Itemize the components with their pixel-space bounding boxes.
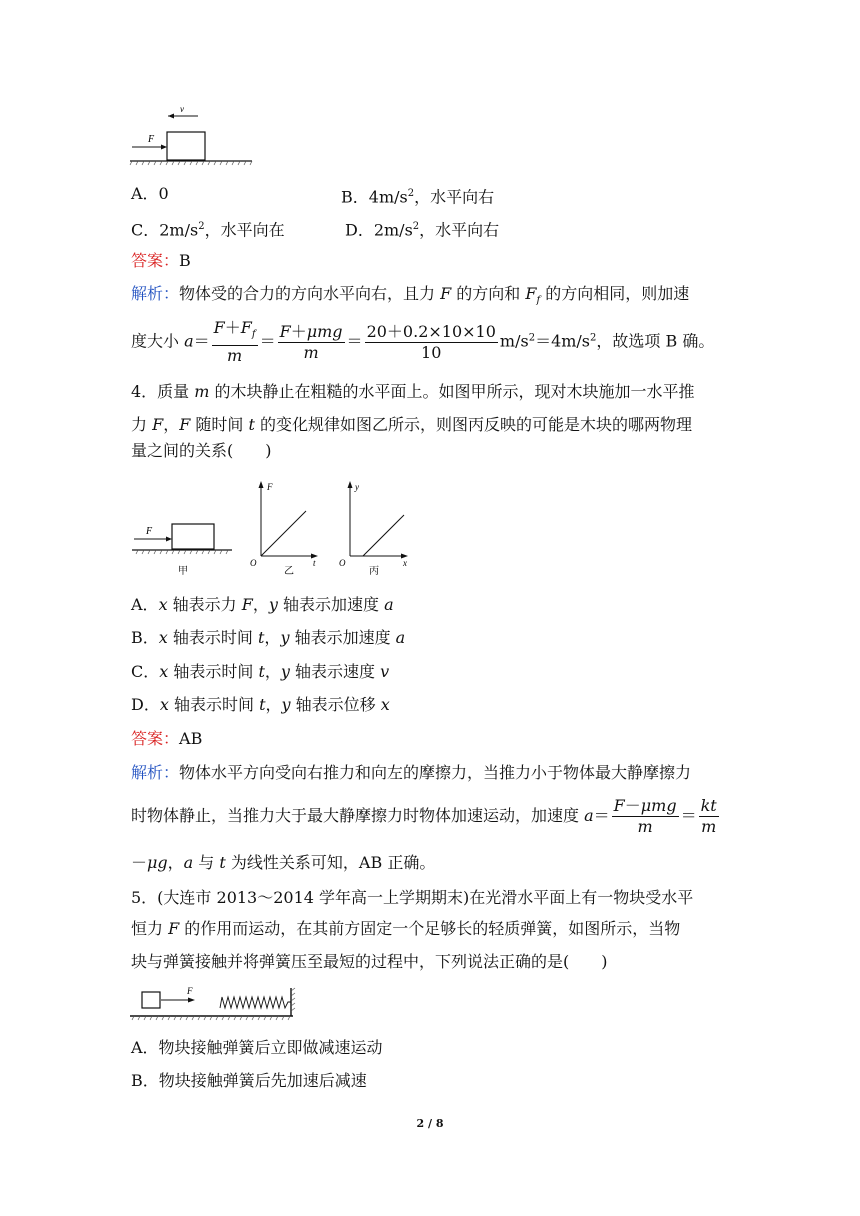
figure-jia-yi-bing — [128, 478, 418, 578]
svg-text:F: F — [146, 526, 153, 537]
svg-text:丙: 丙 — [369, 566, 379, 577]
svg-text:甲: 甲 — [178, 566, 188, 577]
svg-text:乙: 乙 — [284, 566, 294, 577]
answer-3: 答案：B — [131, 251, 191, 270]
force-label: F — [148, 134, 155, 145]
q4-option-c: C．x 轴表示时间 t，y 轴表示速度 v — [131, 662, 390, 681]
svg-text:t: t — [313, 558, 316, 568]
explanation-4-formula: 时物体静止，当推力大于最大静摩擦力时物体加速运动，加速度 a＝ $\frac{\text{F－μmg}}{m}$ ＝ $\frac{kt}{m}$ — [131, 796, 717, 836]
page-number: 2 / 8 — [416, 1117, 444, 1130]
svg-text:y: y — [355, 482, 359, 492]
svg-text:F: F — [187, 986, 193, 996]
q5-option-b: B．物块接触弹簧后先加速后减速 — [131, 1071, 367, 1090]
explanation-4-line1: 解析：物体水平方向受向右推力和向左的摩擦力，当推力小于物体最大静摩擦力 — [131, 763, 692, 782]
velocity-label: v — [180, 104, 184, 114]
q3-option-c: C．$2m/s^2$，水平向在 — [131, 220, 285, 240]
figure-block-spring — [128, 985, 308, 1030]
q3-option-a: A．0 — [131, 184, 169, 203]
q4-option-d: D．x 轴表示时间 t，y 轴表示位移 x — [131, 695, 390, 714]
block — [167, 132, 205, 160]
q4-option-b: B．x 轴表示时间 t，y 轴表示加速度 a — [131, 628, 406, 647]
answer-4: 答案：AB — [131, 729, 203, 748]
question-4-line2: 力 F，F 随时间 t 的变化规律如图乙所示，则图丙反映的可能是木块的哪两物理 — [131, 415, 693, 434]
figure-block-velocity — [128, 100, 258, 170]
question-4-line1: 4．质量 m 的木块静止在粗糙的水平面上。如图甲所示，现对木块施加一水平推 — [131, 382, 695, 401]
svg-text:x: x — [403, 558, 407, 568]
q5-option-a: A．物块接触弹簧后立即做减速运动 — [131, 1038, 383, 1057]
explanation-3-line1: 解析：物体受的合力的方向水平向右，且力 F 的方向和 $F_f$ 的方向相同，则加速 — [131, 284, 690, 307]
question-4-line3: 量之间的关系( ) — [131, 441, 272, 460]
q3-option-d: D．$2m/s^2$，水平向右 — [345, 220, 500, 240]
question-5-line1: 5．(大连市 2013～2014 学年高一上学期期末)在光滑水平面上有一物块受水平 — [131, 888, 694, 907]
explanation-3-formula: 度大小 a＝ $\frac{F+F_f}{m}$ ＝ $\frac{\text{F＋μmg}}{m}$ ＝ $\frac{20+0.2\times 10\times 10}{10}$ $m/s^2=4m/s^2$，故选项 B 确。 — [131, 318, 715, 366]
svg-text:O: O — [339, 558, 346, 568]
question-5-line3: 块与弹簧接触并将弹簧压至最短的过程中，下列说法正确的是( ) — [131, 952, 608, 971]
q4-option-a: A．x 轴表示力 F，y 轴表示加速度 a — [131, 595, 394, 614]
explanation-4-line3: －μg，a 与 t 为线性关系可知，AB 正确。 — [131, 853, 436, 872]
svg-text:F: F — [267, 482, 273, 492]
svg-text:O: O — [250, 558, 257, 568]
q3-option-b: B．$4m/s^2$，水平向右 — [341, 187, 495, 207]
question-5-line2: 恒力 F 的作用而运动，在其前方固定一个足够长的轻质弹簧，如图所示，当物 — [131, 919, 681, 938]
